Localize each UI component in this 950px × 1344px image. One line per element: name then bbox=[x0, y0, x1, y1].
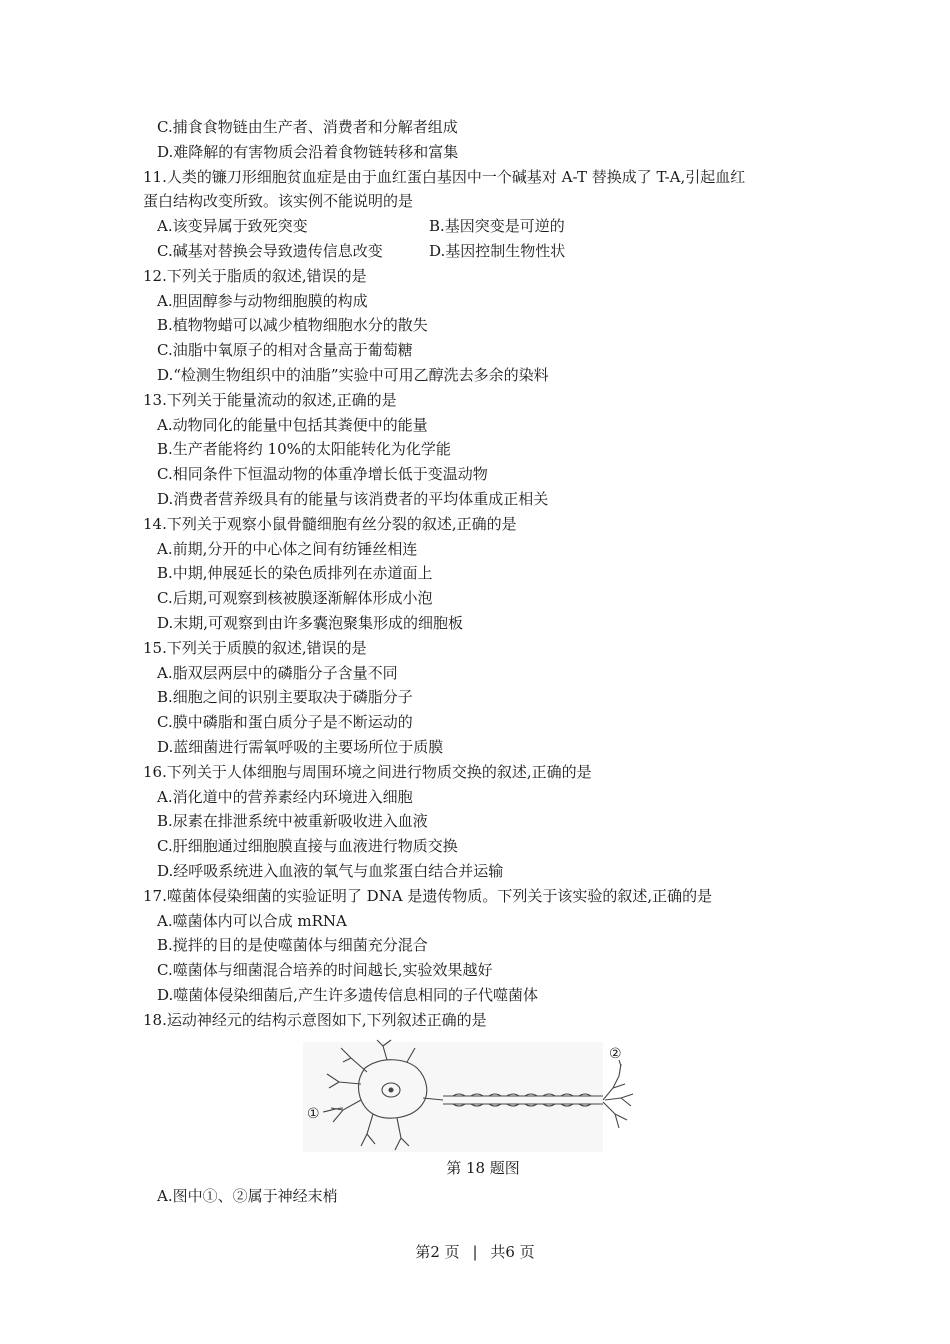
neuron-figure bbox=[143, 1038, 823, 1156]
q11-options-row2 bbox=[143, 239, 823, 264]
q14-stem: 14.下列关于观察小鼠骨髓细胞有丝分裂的叙述,正确的是 bbox=[143, 514, 517, 533]
q15-option-c: C.膜中磷脂和蛋白质分子是不断运动的 bbox=[157, 713, 413, 732]
q17-option-a: A.噬菌体内可以合成 mRNA bbox=[157, 911, 347, 930]
q13-option-d: D.消费者营养级具有的能量与该消费者的平均体重成正相关 bbox=[157, 489, 549, 508]
q11-stem-line1: 11.人类的镰刀形细胞贫血症是由于血红蛋白基因中一个碱基对 A-T 替换成了 T-A,引起血红 bbox=[143, 167, 746, 186]
q16-option-a: A.消化道中的营养素经内环境进入细胞 bbox=[157, 787, 413, 806]
q17-option-c: C.噬菌体与细菌混合培养的时间越长,实验效果越好 bbox=[157, 961, 493, 980]
q11-option-d: D.基因控制生物性状 bbox=[429, 241, 566, 260]
q18-stem: 18.运动神经元的结构示意图如下,下列叙述正确的是 bbox=[143, 1010, 487, 1029]
q15-stem: 15.下列关于质膜的叙述,错误的是 bbox=[143, 638, 367, 657]
q13-option-b: B.生产者能将约 10%的太阳能转化为化学能 bbox=[157, 440, 451, 459]
motor-neuron-diagram bbox=[303, 1038, 643, 1156]
q17-stem: 17.噬菌体侵染细菌的实验证明了 DNA 是遗传物质。下列关于该实验的叙述,正确的是 bbox=[143, 886, 713, 905]
page-total: 共6 页 bbox=[490, 1243, 535, 1261]
q13-option-a: A.动物同化的能量中包括其粪便中的能量 bbox=[157, 415, 428, 434]
q16-option-b: B.尿素在排泄系统中被重新吸收进入血液 bbox=[157, 812, 428, 831]
q17-option-d: D.噬菌体侵染细菌后,产生许多遗传信息相同的子代噬菌体 bbox=[157, 985, 539, 1004]
q16-option-c: C.肝细胞通过细胞膜直接与血液进行物质交换 bbox=[157, 837, 458, 856]
nucleolus bbox=[389, 1088, 393, 1092]
axon-terminal bbox=[621, 1098, 631, 1106]
footer-separator: | bbox=[472, 1243, 478, 1261]
q11-stem-line2: 蛋白结构改变所致。该实例不能说明的是 bbox=[143, 192, 414, 211]
q16-option-d: D.经呼吸系统进入血液的氧气与血浆蛋白结合并运输 bbox=[157, 861, 504, 880]
q12-option-b: B.植物物蜡可以减少植物细胞水分的散失 bbox=[157, 316, 428, 335]
q13-stem: 13.下列关于能量流动的叙述,正确的是 bbox=[143, 390, 397, 409]
q14-option-a: A.前期,分开的中心体之间有纺锤丝相连 bbox=[157, 539, 418, 558]
q11-options-row1 bbox=[143, 214, 823, 239]
q16-stem: 16.下列关于人体细胞与周围环境之间进行物质交换的叙述,正确的是 bbox=[143, 762, 592, 781]
q11-option-b: B.基因突变是可逆的 bbox=[429, 217, 565, 236]
q14-option-b: B.中期,伸展延长的染色质排列在赤道面上 bbox=[157, 564, 433, 583]
q12-option-d: D.“检测生物组织中的油脂”实验中可用乙醇洗去多余的染料 bbox=[157, 365, 549, 384]
label-1: ① bbox=[307, 1106, 320, 1123]
q13-option-c: C.相同条件下恒温动物的体重净增长低于变温动物 bbox=[157, 465, 488, 484]
q11-option-c: C.碱基对替换会导致遗传信息改变 bbox=[157, 241, 383, 260]
q12-option-a: A.胆固醇参与动物细胞膜的构成 bbox=[157, 291, 368, 310]
q14-option-c: C.后期,可观察到核被膜逐渐解体形成小泡 bbox=[157, 589, 433, 608]
q14-option-d: D.末期,可观察到由许多囊泡聚集形成的细胞板 bbox=[157, 613, 464, 632]
q12-option-c: C.油脂中氧原子的相对含量高于葡萄糖 bbox=[157, 341, 413, 360]
page-number: 第2 页 bbox=[415, 1243, 460, 1261]
q18-option-a: A.图中①、②属于神经末梢 bbox=[157, 1187, 338, 1206]
q15-option-a: A.脂双层两层中的磷脂分子含量不同 bbox=[157, 663, 398, 682]
question-content bbox=[143, 115, 823, 1209]
figure-background bbox=[303, 1042, 603, 1152]
q15-option-d: D.蓝细菌进行需氧呼吸的主要场所位于质膜 bbox=[157, 737, 444, 756]
q11-option-a: A.该变异属于致死突变 bbox=[157, 217, 308, 236]
figure-caption: 第 18 题图 bbox=[446, 1159, 520, 1178]
q17-option-b: B.搅拌的目的是使噬菌体与细菌充分混合 bbox=[157, 936, 428, 955]
q15-option-b: B.细胞之间的识别主要取决于磷脂分子 bbox=[157, 688, 413, 707]
axon-terminal bbox=[603, 1064, 621, 1100]
page-footer bbox=[0, 1240, 950, 1264]
label-2: ② bbox=[609, 1046, 622, 1063]
q10-option-d: D.难降解的有害物质会沿着食物链转移和富集 bbox=[157, 142, 459, 161]
axon-terminal bbox=[605, 1094, 633, 1100]
q12-stem: 12.下列关于脂质的叙述,错误的是 bbox=[143, 266, 367, 285]
q10-option-c: C.捕食食物链由生产者、消费者和分解者组成 bbox=[157, 118, 458, 136]
